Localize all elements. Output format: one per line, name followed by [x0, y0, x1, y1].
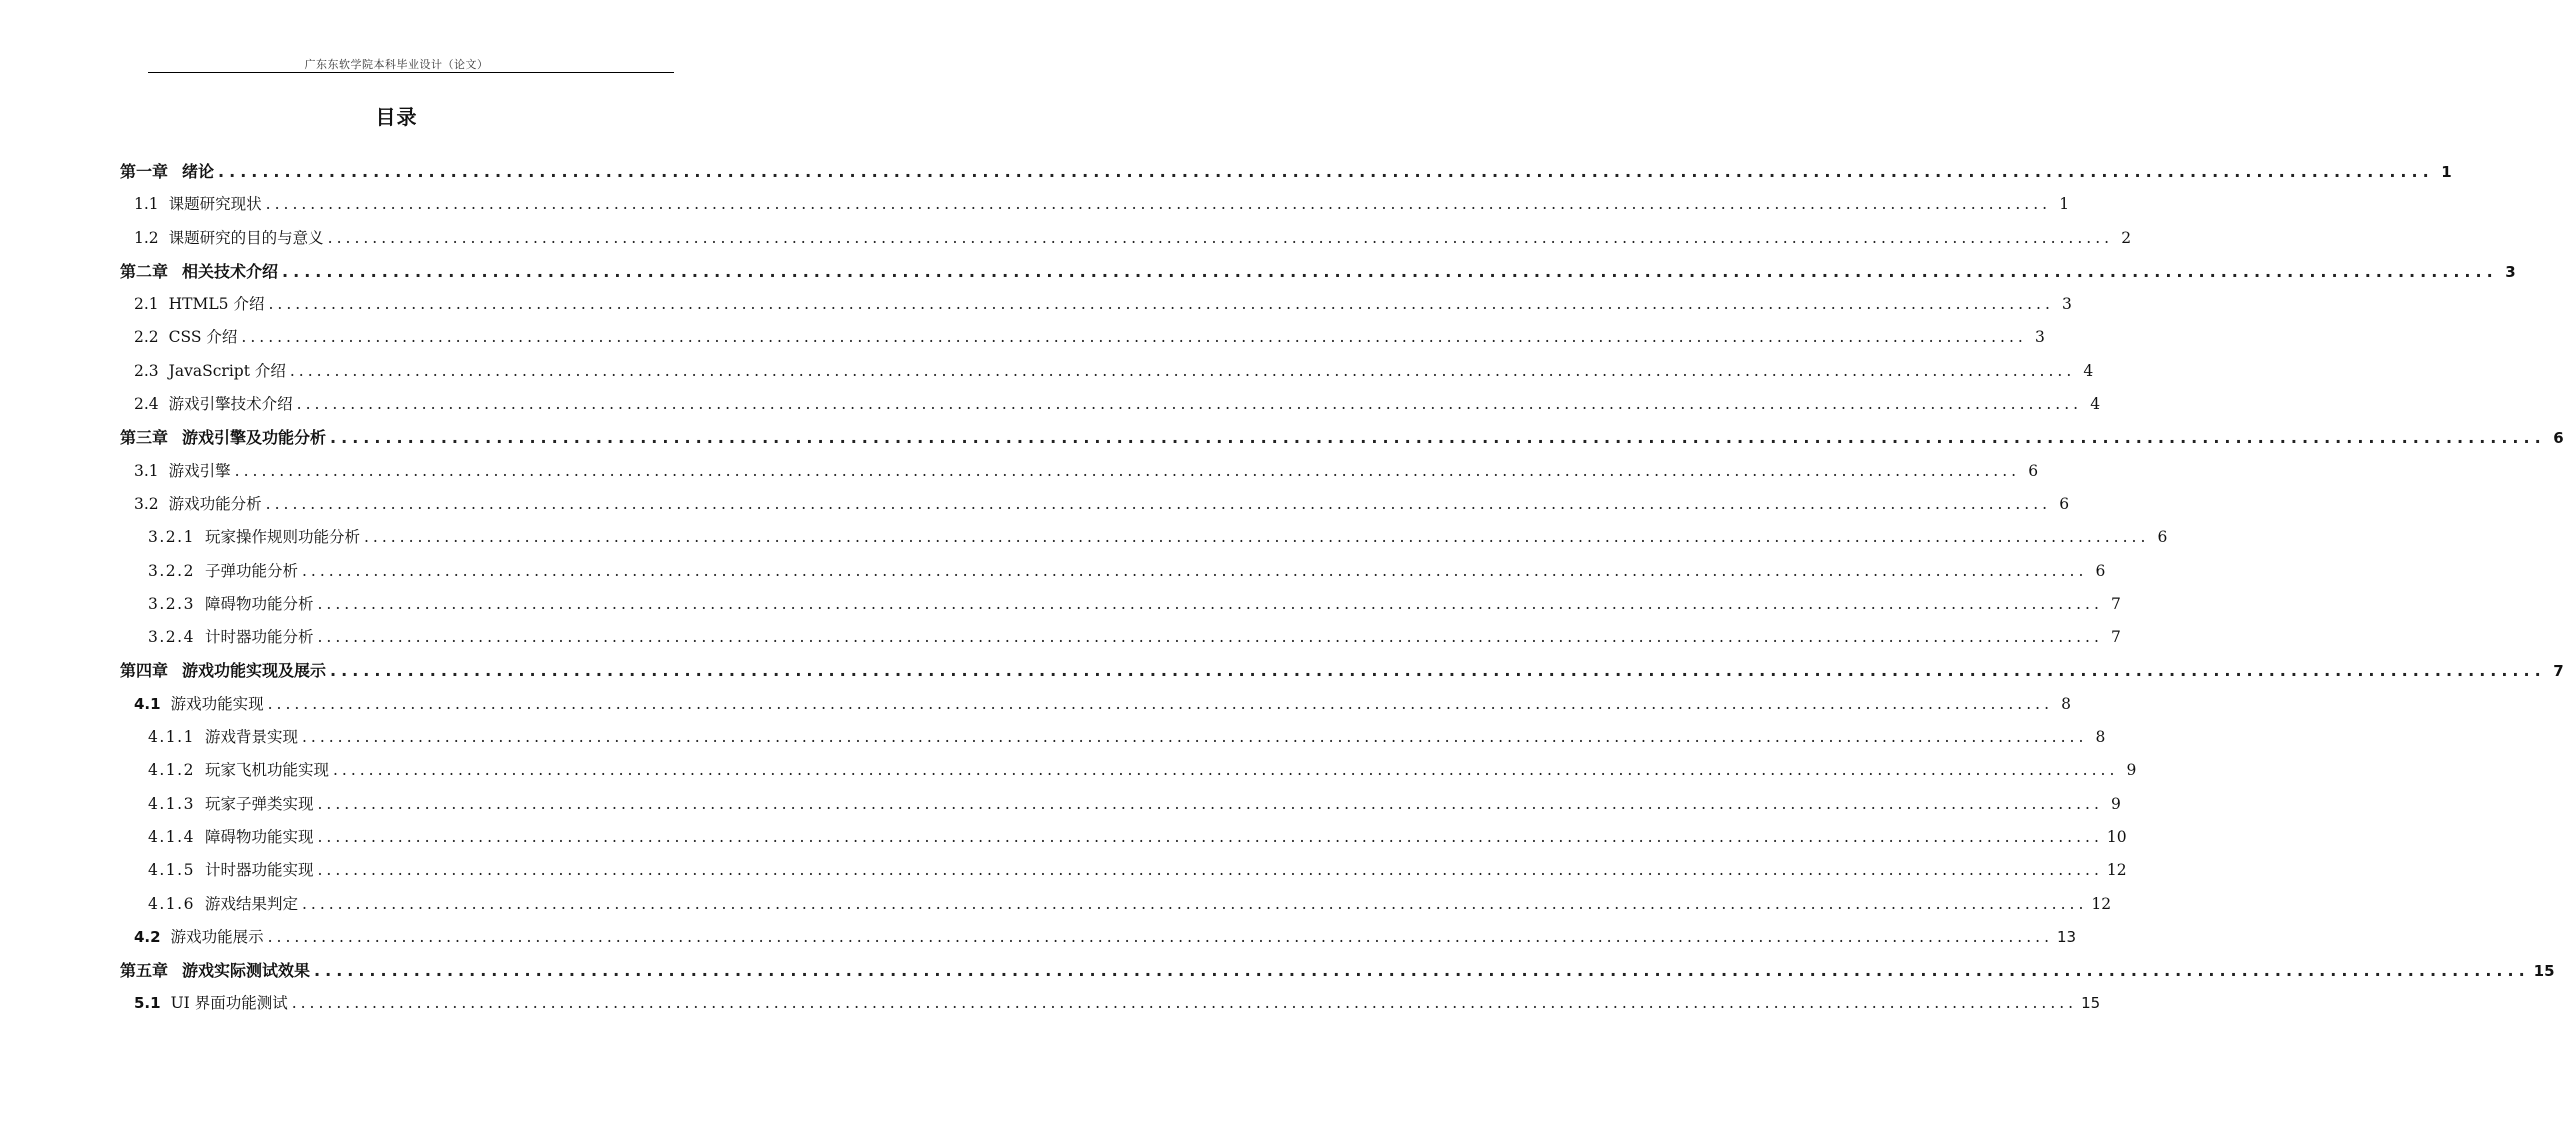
- running-header: 广东东软学院本科毕业设计（论文）: [304, 58, 489, 71]
- toc-entry-number: 2.2: [134, 328, 159, 347]
- toc-entry-number: 4.1.6: [148, 894, 195, 913]
- toc-entry-page: 6: [2095, 561, 2106, 580]
- toc-dot-leader: ........................................................................................................................................................................................................: [291, 994, 2078, 1013]
- toc-dot-leader: ........................................................................................................................................................................................................: [218, 162, 2434, 181]
- toc-entry-page: 10: [2106, 827, 2127, 846]
- toc-entry-page: 2: [2121, 228, 2132, 247]
- toc-entry[interactable]: [120, 854, 2127, 887]
- toc-dot-leader: ........................................................................................................................................................................................................: [268, 295, 2054, 314]
- toc-entry-page: 7: [2111, 628, 2121, 647]
- toc-entry-page: 12: [2106, 861, 2127, 880]
- toc-entry-label: JavaScript 介绍: [168, 361, 286, 380]
- toc-entry-label: 游戏实际测试效果: [182, 961, 311, 981]
- toc-entry[interactable]: [120, 754, 2137, 787]
- toc-entry-label: 玩家飞机功能实现: [204, 761, 329, 780]
- toc-dot-leader: ........................................................................................................................................................................................................: [267, 694, 2053, 713]
- toc-dot-leader: ........................................................................................................................................................................................................: [265, 494, 2052, 513]
- toc-entry-page: 6: [2157, 528, 2168, 547]
- toc-entry[interactable]: [120, 255, 2516, 288]
- toc-entry-number: 第一章: [120, 162, 169, 181]
- toc-entry-number: 4.1.3: [148, 794, 195, 813]
- toc-entry-number: 4.1.1: [148, 728, 195, 747]
- toc-entry-number: 3.2.4: [148, 628, 195, 647]
- toc-entry-label: 游戏引擎技术介绍: [168, 395, 293, 414]
- toc-entry-label: 计时器功能分析: [204, 628, 314, 647]
- toc-entry-label: 游戏功能实现及展示: [182, 661, 327, 681]
- toc-entry-page: 1: [2059, 195, 2070, 214]
- toc-entry-label: 游戏引擎及功能分析: [182, 428, 327, 448]
- toc-entry-label: 障碍物功能实现: [204, 827, 314, 846]
- toc-entry-label: 玩家操作规则功能分析: [204, 528, 360, 547]
- toc-dot-leader: ........................................................................................................................................................................................................: [363, 528, 2150, 547]
- toc-entry-number: 4.1.5: [148, 861, 195, 880]
- toc-entry-page: 8: [2061, 694, 2071, 713]
- toc-entry-number: 4.1.4: [148, 827, 195, 846]
- toc-entry[interactable]: [120, 321, 2045, 354]
- toc-entry-label: 障碍物功能分析: [204, 594, 314, 613]
- toc-entry-page: 3: [2034, 328, 2045, 347]
- page-title: 目录: [375, 105, 418, 129]
- toc-entry-number: 第三章: [120, 428, 169, 448]
- toc-entry-label: UI 界面功能测试: [170, 994, 288, 1013]
- toc-entry-page: 6: [2553, 429, 2564, 448]
- toc-entry-number: 2.4: [134, 395, 159, 414]
- toc-entry-page: 15: [2533, 962, 2555, 981]
- toc-entry-label: 游戏功能展示: [170, 927, 264, 946]
- toc-entry-number: 3.2.1: [148, 528, 195, 547]
- toc-entry-number: 4.1.2: [148, 761, 195, 780]
- toc-entry-number: 1.2: [134, 228, 159, 247]
- toc-dot-leader: ........................................................................................................................................................................................................: [265, 195, 2052, 214]
- toc-entry-label: 计时器功能实现: [204, 861, 314, 880]
- toc-entry[interactable]: [120, 621, 2121, 654]
- toc-entry[interactable]: [120, 188, 2070, 221]
- toc-entry-page: 6: [2059, 494, 2070, 513]
- toc-dot-leader: ........................................................................................................................................................................................................: [332, 761, 2119, 780]
- toc-entry-label: 课题研究现状: [168, 195, 262, 214]
- toc-entry-page: 13: [2057, 927, 2077, 946]
- toc-entry[interactable]: [120, 921, 2077, 954]
- toc-entry-page: 3: [2062, 295, 2072, 314]
- toc-entry[interactable]: [120, 888, 2112, 921]
- toc-entry[interactable]: [120, 421, 2564, 454]
- toc-entry-label: 子弹功能分析: [204, 561, 298, 580]
- toc-dot-leader: ........................................................................................................................................................................................................: [282, 261, 2498, 281]
- table-of-contents: [120, 155, 2564, 1021]
- toc-entry[interactable]: [120, 588, 2121, 621]
- toc-dot-leader: ........................................................................................................................................................................................................: [301, 894, 2088, 913]
- toc-entry-page: 9: [2111, 794, 2121, 813]
- toc-entry-number: 2.1: [134, 295, 159, 314]
- toc-entry-page: 12: [2091, 894, 2112, 913]
- toc-dot-leader: ........................................................................................................................................................................................................: [289, 361, 2076, 380]
- toc-entry-page: 15: [2081, 994, 2101, 1013]
- toc-entry-page: 6: [2028, 461, 2039, 480]
- toc-entry[interactable]: [120, 821, 2127, 854]
- toc-dot-leader: ........................................................................................................................................................................................................: [317, 628, 2103, 647]
- toc-entry-page: 7: [2553, 662, 2564, 681]
- toc-dot-leader: ........................................................................................................................................................................................................: [327, 228, 2114, 247]
- toc-entry-page: 4: [2090, 395, 2101, 414]
- toc-entry[interactable]: [120, 222, 2132, 255]
- toc-entry[interactable]: [120, 355, 2094, 388]
- toc-entry[interactable]: [120, 555, 2106, 588]
- toc-entry[interactable]: [120, 654, 2564, 687]
- toc-entry-label: 游戏功能实现: [170, 694, 264, 713]
- toc-entry[interactable]: [120, 288, 2072, 321]
- toc-dot-leader: ........................................................................................................................................................................................................: [317, 794, 2103, 813]
- toc-dot-leader: ........................................................................................................................................................................................................: [241, 328, 2027, 347]
- toc-entry-number: 1.1: [134, 195, 159, 214]
- toc-dot-leader: ........................................................................................................................................................................................................: [317, 827, 2103, 846]
- toc-entry-label: 游戏结果判定: [204, 894, 298, 913]
- toc-dot-leader: ........................................................................................................................................................................................................: [317, 861, 2103, 880]
- toc-dot-leader: ........................................................................................................................................................................................................: [301, 561, 2088, 580]
- toc-entry-page: 8: [2095, 728, 2106, 747]
- toc-entry[interactable]: [120, 788, 2121, 821]
- toc-entry[interactable]: [120, 721, 2106, 754]
- toc-entry[interactable]: [120, 388, 2101, 421]
- toc-entry-number: 2.3: [134, 361, 159, 380]
- toc-entry-number: 3.2: [134, 494, 159, 513]
- toc-entry-number: 3.1: [134, 461, 159, 480]
- toc-entry[interactable]: [120, 688, 2071, 721]
- toc-entry-number: 第五章: [120, 961, 169, 981]
- toc-entry[interactable]: [120, 155, 2452, 188]
- toc-entry-number: 3.2.3: [148, 594, 195, 613]
- toc-entry-label: 游戏背景实现: [204, 728, 298, 747]
- toc-dot-leader: ........................................................................................................................................................................................................: [317, 594, 2103, 613]
- toc-dot-leader: ........................................................................................................................................................................................................: [330, 428, 2546, 448]
- toc-dot-leader: ........................................................................................................................................................................................................: [234, 461, 2021, 480]
- toc-entry-number: 3.2.2: [148, 561, 195, 580]
- toc-dot-leader: ........................................................................................................................................................................................................: [330, 661, 2546, 681]
- toc-entry-number: 4.1: [134, 694, 161, 713]
- toc-entry-page: 4: [2083, 361, 2094, 380]
- toc-entry-label: 课题研究的目的与意义: [168, 228, 324, 247]
- toc-dot-leader: ........................................................................................................................................................................................................: [314, 961, 2530, 981]
- toc-entry-label: 绪论: [182, 162, 215, 181]
- toc-entry[interactable]: [120, 954, 2555, 987]
- toc-entry-number: 4.2: [134, 927, 161, 946]
- toc-entry[interactable]: [120, 987, 2101, 1020]
- toc-entry-page: 9: [2126, 761, 2137, 780]
- toc-dot-leader: ........................................................................................................................................................................................................: [301, 728, 2088, 747]
- header-rule: [148, 72, 674, 73]
- toc-dot-leader: ........................................................................................................................................................................................................: [267, 927, 2053, 946]
- toc-entry-number: 5.1: [134, 994, 161, 1013]
- toc-dot-leader: ........................................................................................................................................................................................................: [296, 395, 2083, 414]
- toc-entry-label: HTML5 介绍: [168, 295, 265, 314]
- toc-entry-page: 3: [2505, 262, 2516, 281]
- toc-entry-label: 游戏引擎: [168, 461, 231, 480]
- toc-entry[interactable]: [120, 455, 2039, 488]
- toc-entry[interactable]: [120, 488, 2070, 521]
- toc-entry-page: 1: [2441, 163, 2452, 181]
- toc-entry-label: 相关技术介绍: [182, 261, 279, 281]
- toc-entry[interactable]: [120, 521, 2168, 554]
- toc-entry-label: CSS 介绍: [168, 328, 238, 347]
- toc-entry-number: 第二章: [120, 261, 169, 281]
- toc-entry-number: 第四章: [120, 661, 169, 681]
- toc-entry-label: 游戏功能分析: [168, 494, 262, 513]
- toc-entry-label: 玩家子弹类实现: [204, 794, 314, 813]
- toc-entry-page: 7: [2111, 594, 2121, 613]
